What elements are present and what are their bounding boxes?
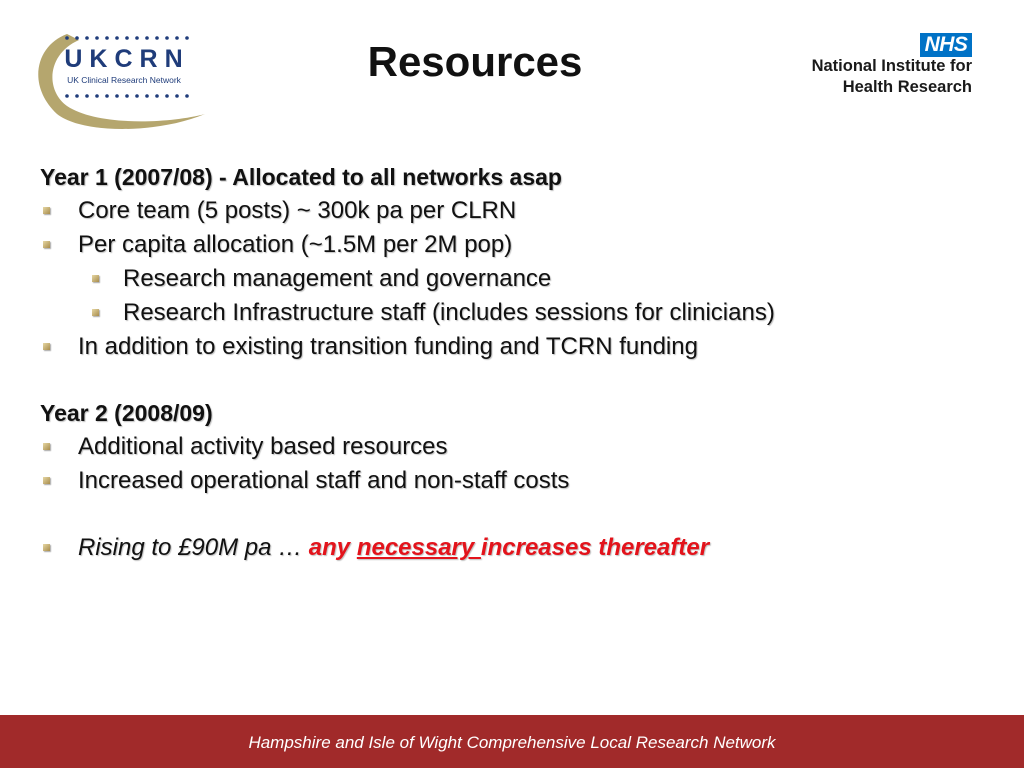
sub-list-item <box>40 296 980 330</box>
ukcrn-logo <box>27 26 217 130</box>
year2-heading: Year 2 (2008/09) <box>40 400 213 426</box>
list-item <box>40 464 980 498</box>
sub-list-item-text: Research Infrastructure staff (includes sessions for clinicians) <box>123 299 775 326</box>
bullet-icon <box>43 207 50 214</box>
rising-highlight-2: increases thereafter <box>480 534 710 561</box>
rising-highlight-1: any <box>308 534 357 561</box>
bullet-icon <box>43 241 50 248</box>
footer-bar <box>0 715 1024 768</box>
ukcrn-wordmark: UKCRN <box>64 45 190 73</box>
list-item <box>40 228 980 262</box>
nihr-line2: Health Research <box>842 78 972 96</box>
ukcrn-subtitle: UK Clinical Research Network <box>67 75 181 85</box>
list-item-text: In addition to existing transition funding and TCRN funding <box>78 333 698 360</box>
nhs-badge: NHS <box>920 33 972 57</box>
bullet-icon <box>43 477 50 484</box>
spacer <box>40 498 980 531</box>
bullet-icon <box>43 544 50 551</box>
bullet-icon <box>43 443 50 450</box>
list-item <box>40 330 980 364</box>
footer-text: Hampshire and Isle of Wight Comprehensive Local Research Network <box>248 733 776 752</box>
nihr-line1: National Institute for <box>811 57 972 75</box>
year1-heading: Year 1 (2007/08) - Allocated to all networks asap <box>40 164 562 190</box>
sub-list-item-text: Research management and governance <box>123 265 552 292</box>
bullet-icon <box>43 343 50 350</box>
ukcrn-logo-graphic <box>27 26 217 130</box>
rising-text: Rising to £90M pa … <box>78 534 309 561</box>
bullet-icon <box>92 309 99 316</box>
rising-highlight-underlined: necessary <box>356 534 481 561</box>
sub-list-item <box>40 262 980 296</box>
nihr-logo <box>797 33 972 99</box>
slide-body <box>40 160 980 565</box>
list-item-text: Increased operational staff and non-staff costs <box>78 467 570 494</box>
list-item <box>40 430 980 464</box>
spacer <box>40 364 980 396</box>
list-item-text: Per capita allocation (~1.5M per 2M pop) <box>78 231 513 258</box>
rising-item <box>40 531 980 565</box>
page-title: Resources <box>367 38 583 85</box>
list-item <box>40 194 980 228</box>
list-item-text: Core team (5 posts) ~ 300k pa per CLRN <box>78 197 517 224</box>
bullet-icon <box>92 275 99 282</box>
list-item-text: Additional activity based resources <box>78 433 448 460</box>
